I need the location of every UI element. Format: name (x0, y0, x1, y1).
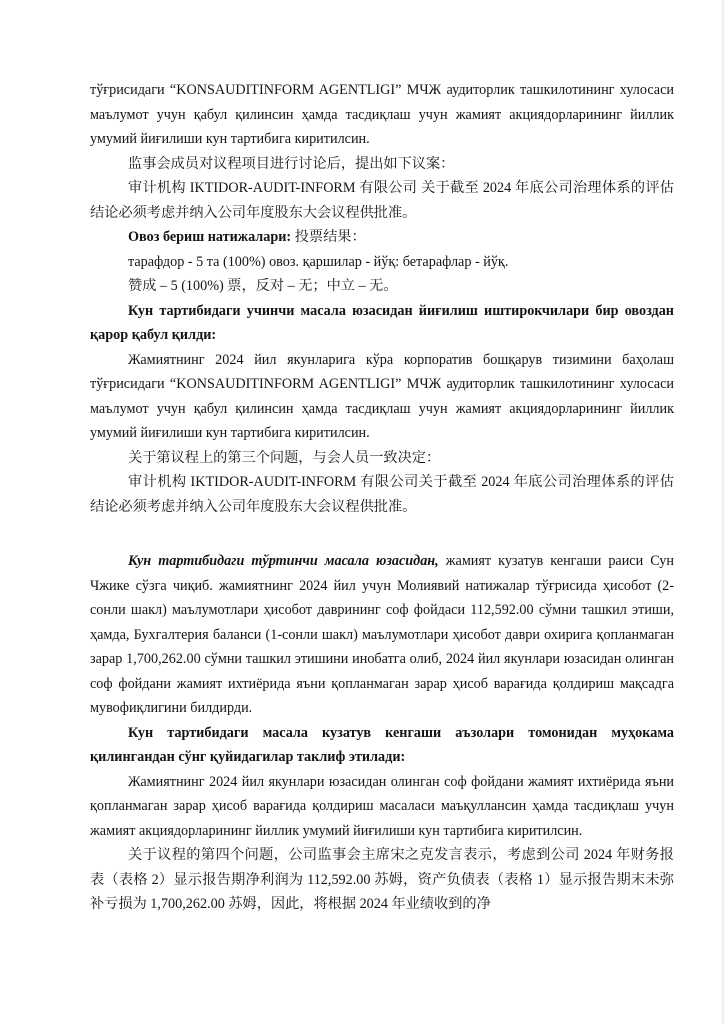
item4-statement-text: жамият кузатув кенгаши раиси Сун Чжике сўзга чиқиб. жамиятнинг 2024 йил учун Молиявий натижалар тўғрисида ҳисобот (2-сонли шакл) маълумотлари ҳисобот даврининг соф фойдаси 112,592.00 сўмни ташкил этиши, ҳамда, Бухгалтерия баланси (1-сонли шакл) маълумотлари ҳисобот даври охирига қопланмаган зарар 1,700,262.00 сўмни ташкил этишини инобатга олиб, 2024 йил якунлари юзасидан олинган соф фойдани жамият ихтиёрида яъни қопланмаган зарар ҳисоб варағида қолдириш мақсадга мувофиқлигини билдирди. (90, 553, 674, 716)
item4-proposal-heading: Кун тартибидаги масала кузатув кенгаши аъзолари томонидан муҳокама қилингандан сўнг қуйидагилар таклиф этилади: (90, 724, 674, 765)
paragraph-cn-item4-statement: 关于议程的第四个问题，公司监事会主席宋之克发言表示，考虑到公司 2024 年财务报表（表格 2）显示报告期净利润为 112,592.00 苏姆，资产负债表（表格 1）显示报告期末未弥补亏损为 1,700,262.00 苏姆，因此，将根据 2024 年业绩收到的净 (90, 847, 674, 912)
vote-results-uz: тарафдор - 5 та (100%) овоз. қаршилар - йўқ: бетарафлар - йўқ. (128, 253, 509, 270)
item3-resolution-heading: Кун тартибидаги учинчи масала юзасидан йиғилиш иштирокчилари бир овоздан қарор қабул қилди: (90, 302, 674, 343)
paragraph-cn-audit-proposal: 审计机构 IKTIDOR-AUDIT-INFORM 有限公司 关于截至 2024 年底公司治理体系的评估结论必须考虑并纳入公司年度股东大会议程供批准。 (90, 180, 674, 221)
vote-results-heading (90, 225, 674, 250)
paragraph-cn-item3-resolution: 审计机构 IKTIDOR-AUDIT-INFORM 有限公司关于截至 2024 年底公司治理体系的评估结论必须考虑并纳入公司年度股东大会议程供批准。 (90, 474, 674, 515)
paragraph-audit-conclusion-cont: тўғрисидаги “KONSAUDITINFORM AGENTLIGI” МЧЖ аудиторлик ташкилотининг хулосаси маълумот учун қабул қилинсин ҳамда тасдиқлаш учун жамият акциядорларининг йиллик умумий йиғилиши кун тартибига киритилсин. (90, 82, 674, 147)
paragraph-item4-proposal: Жамиятнинг 2024 йил якунлари юзасидан олинган соф фойдани жамият ихтиёрида яъни қопланмаган зарар ҳисоб варағида қолдириш масаласи маъқуллансин ҳамда тасдиқлаш учун жамият акциядорларининг йиллик умумий йиғилиши кун тартибига киритилсин. (90, 773, 674, 839)
vote-results-cn: 赞成 – 5 (100%) 票，反对 – 无；中立 – 无。 (128, 278, 398, 294)
section-gap (90, 519, 674, 549)
paragraph-item4-statement (90, 549, 674, 721)
paragraph-item3-resolution: Жамиятнинг 2024 йил якунларига кўра корпоратив бошқарув тизимини баҳолаш тўғрисидаги “KONSAUDITINFORM AGENTLIGI” МЧЖ аудиторлик ташкилотининг хулосаси маълумот учун қабул қилинсин ҳамда тасдиқлаш учун жамият акциядорларининг йиллик умумий йиғилиши кун тартибига киритилсин. (90, 351, 674, 441)
vote-results-label-cn: 投票结果： (291, 229, 366, 245)
paragraph-cn-board-discussion: 监事会成员对议程项目进行讨论后，提出如下议案： (128, 155, 455, 172)
item4-heading: Кун тартибидаги тўртинчи масала юзасидан, (128, 553, 439, 569)
vote-results-label: Овоз бериш натижалари: (128, 229, 292, 245)
paragraph-cn-item3-decision: 关于第议程上的第三个问题，与会人员一致决定： (128, 449, 441, 466)
